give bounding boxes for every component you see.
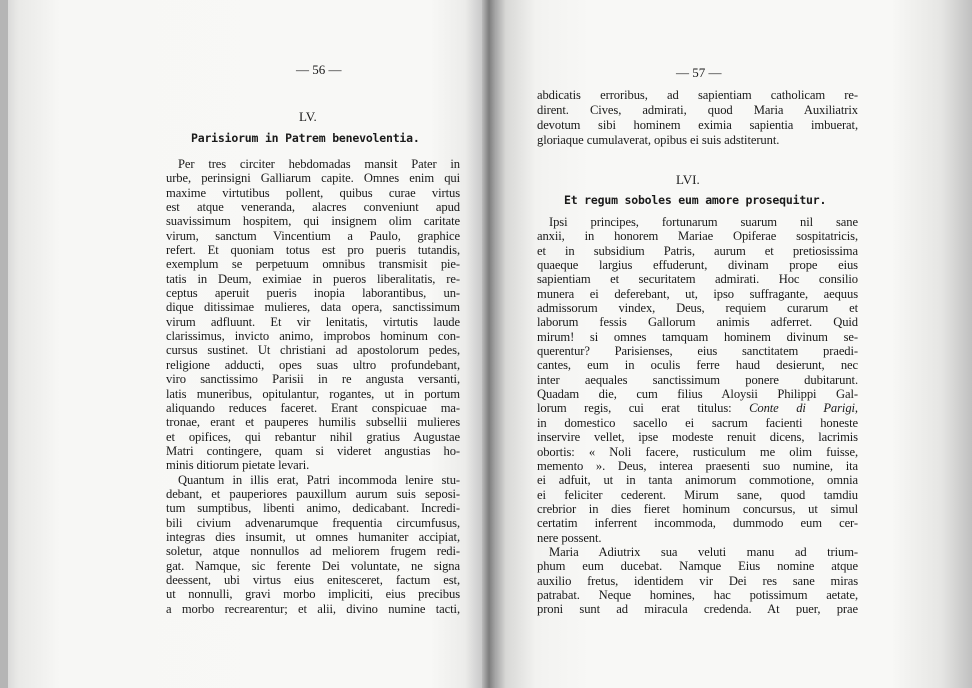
right-page (496, 0, 972, 688)
text-line: tum sumptibus, libenti animo, dedicabant. Incredi- (166, 501, 460, 516)
left-page (0, 0, 482, 688)
text-line: cursus sustinet. Ut christiani ad apostolorum pedes, (166, 343, 460, 358)
text-segment: lorum regis, cui erat titulus: (537, 401, 732, 416)
text-line: devotum sibi hominem eximia sapientia imbuerat, (537, 118, 858, 132)
text-line: ceptus aperuit pueris inopia laborantibus, un- (166, 286, 460, 301)
page-number: — 57 — (676, 65, 722, 80)
text-line: laborum fessis Gallorum animis adferret. Quid (537, 315, 858, 330)
text-line: et in subsidium Patris, aurum et pretiosissima (537, 243, 858, 258)
text-line: crebrior in dies fieret hominum concursus, ut simul (537, 501, 858, 516)
text-line: proni sunt ad miracula credenda. At puer, prae (537, 602, 858, 617)
chapter-number: LVI. (676, 172, 700, 187)
text-line: obortis: « Noli facere, rusticulum me olim fuisse, (537, 444, 858, 459)
text-line: inservire vellet, ipse modeste renuit dicens, lacrimis (537, 430, 858, 445)
italic-title: Conte di Parigi, (749, 401, 858, 416)
text-line: bili civium advenarumque frequentia circumfusus, (166, 515, 460, 530)
text-line: est atque veneranda, alacres conveniunt apud (166, 200, 460, 215)
text-line: Matri contingere, quam si videret angustias ho- (166, 443, 460, 458)
text-line: Quantum in illis erat, Patri incommoda lenire stu- (178, 472, 460, 487)
text-line: inter aequales sanctissimum ponere dubitarunt. (537, 372, 858, 387)
chapter-title: Parisiorum in Patrem benevolentia. (191, 131, 420, 145)
text-line: viro sanctissimo Parisii in re angusta versanti, (166, 372, 460, 387)
text-line: urbe, perinsigni Galliarum capite. Omnes enim qui (166, 171, 460, 186)
page-edge (0, 0, 8, 688)
text-line: suavissimum hospitem, qui insignem olim caritate (166, 214, 460, 229)
text-line: et opifices, qui rebantur nihil gratius Augustae (166, 429, 460, 444)
text-line: minis ditiorum pietate levari. (166, 458, 310, 473)
text-line: memento ». Deus, interea praesenti suo numine, ita (537, 458, 858, 473)
text-line: in domestico sacello ei sacrum facienti honeste (537, 415, 858, 430)
text-line: ut nonnulli, gravi morbo impliciti, eius precibus (166, 587, 460, 602)
text-line: mirum! si omnes tamquam hominem divinum se- (537, 329, 858, 344)
body-text (537, 215, 858, 617)
text-line: gloriaque cumulaverat, opibus ei suis adstiterunt. (537, 133, 780, 147)
text-line: tronae, erant et pauperes humilis subsellii mulieres (166, 415, 460, 430)
text-line: deessent, ubi virtus eius enitesceret, factum est, (166, 572, 460, 587)
text-line: a morbo recrearentur; et alii, divino numine tacti, (166, 601, 460, 616)
text-line: soletur, atque nonnullos ad meliorem frugem redi- (166, 544, 460, 559)
text-line: maxime virtutibus pollent, quibus curae virtus (166, 185, 460, 200)
text-line: abdicatis erroribus, ad sapientiam catholicam re- (537, 88, 858, 102)
text-line: virum adfluunt. Et vir lenitatis, virtutis laude (166, 314, 460, 329)
text-line: querentur? Parisienses, eius sanctitatem praedi- (537, 344, 858, 359)
continuation-text (537, 88, 858, 148)
text-line: quaeque largius effuderunt, divinam prope eius (537, 258, 858, 273)
text-line: Ipsi principes, fortunarum suarum nil sane (549, 215, 858, 229)
body-text (166, 157, 460, 616)
chapter-number: LV. (299, 109, 317, 124)
text-line: auxilio fretus, identidem vir Dei res sane miras (537, 573, 858, 588)
book-gutter (482, 0, 496, 688)
text-line: aliquando reduces faceret. Erant conspicuae ma- (166, 400, 460, 415)
text-line: nere possent. (537, 530, 602, 545)
text-line: certatim inferrent incommoda, dummodo eum cer- (537, 516, 858, 531)
text-line: Quadam die, cum filius Aloysii Philippi Gal- (537, 387, 858, 402)
text-line: admissorum vindex, Deus, requiem curarum et (537, 301, 858, 316)
text-line: anxii, in honorem Mariae Opiferae sospitatricis, (537, 229, 858, 244)
text-line: sapientiam et securitatem admirati. Hoc consilio (537, 272, 858, 287)
text-line: latis muneribus, opitulantur, rogantes, ut in portum (166, 386, 460, 401)
page-number: — 56 — (296, 62, 342, 77)
text-line: phum eum ducebat. Namque Eius nomine atque (537, 559, 858, 574)
text-line: refert. Et quoniam totus est pro pueris tutandis, (166, 243, 460, 258)
text-line: integras dies insumit, ut omnes humaniter accipiat, (166, 529, 460, 544)
text-line: religione adducti, opes suas ultro profundebant, (166, 357, 460, 372)
text-line: virum, sanctum Vincentium a Paulo, graphice (166, 228, 460, 243)
text-line: exemplum se perpetuum omnibus transmisit pie- (166, 257, 460, 272)
text-line: ei adfuit, ut in tanta animorum commotione, omnia (537, 473, 858, 488)
text-line: munera ei deferebant, ut, ipso suffragante, aequus (537, 286, 858, 301)
text-line: cantes, eum in oculis ferre haud desierunt, nec (537, 358, 858, 373)
text-line: tatis in Deum, eximiae in pueros liberalitatis, re- (166, 271, 460, 286)
text-line: dique ditissimae mulieres, data opera, sanctissimum (166, 300, 460, 315)
text-line: debant, et pauperiores pauxillum aurum suis seposi- (166, 486, 460, 501)
chapter-title: Et regum soboles eum amore prosequitur. (564, 193, 827, 207)
text-line: dirent. Cives, admirati, quod Maria Auxiliatrix (537, 103, 858, 117)
text-line: gat. Namque, sic ferente Dei voluntate, ne signa (166, 558, 460, 573)
text-line: ei feliciter cederent. Mirum sane, quod tamdiu (537, 487, 858, 502)
text-line: Maria Adiutrix sua veluti manu ad trium- (549, 544, 858, 559)
text-line: patrabat. Neque homines, hac potissimum aetate, (537, 587, 858, 602)
text-line: clarissimus, invicto animo, improbos hominum con- (166, 329, 460, 344)
text-line (537, 401, 858, 415)
text-line: Per tres circiter hebdomadas mansit Pater in (178, 157, 460, 171)
